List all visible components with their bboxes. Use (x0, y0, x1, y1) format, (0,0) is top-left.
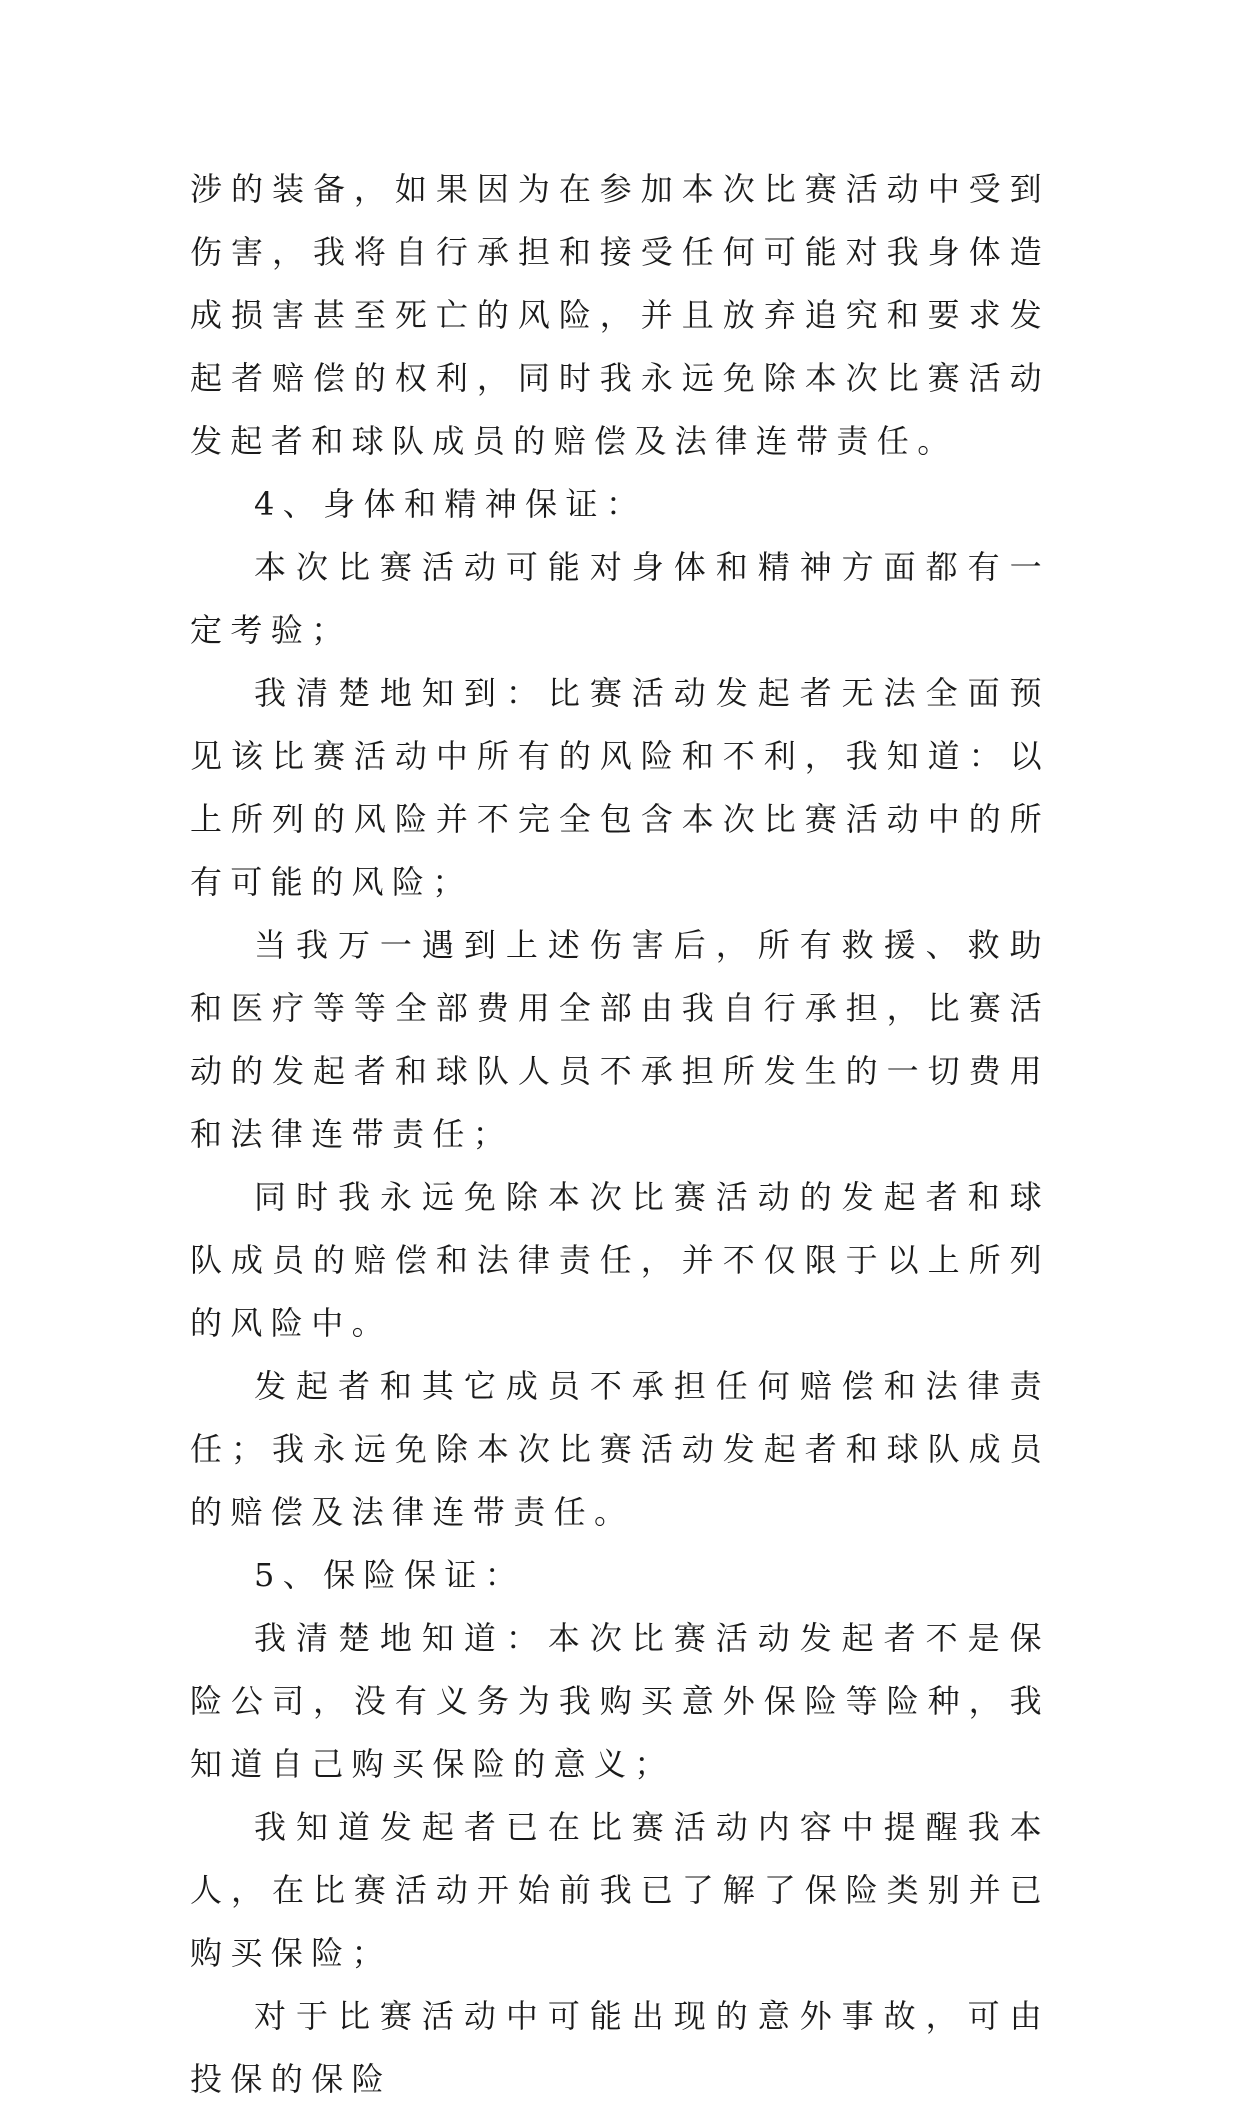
heading-physical-mental-guarantee: 4、身体和精神保证： (254, 485, 647, 523)
paragraph-unforeseen-risks: 我清楚地知到：比赛活动发起者无法全面预见该比赛活动中所有的风险和不利，我知道：以上所列的风险并不完全包含本次比赛活动中的所有可能的风险； (190, 674, 1050, 901)
paragraph-equipment-risk: 涉的装备，如果因为在参加本次比赛活动中受到伤害，我将自行承担和接受任何可能对我身体造成损害甚至死亡的风险，并且放弃追究和要求发起者赔偿的权利，同时我永远免除本次比赛活动发起者和球队成员的赔偿及法律连带责任。 (190, 170, 1050, 460)
heading-insurance-guarantee: 5、保险保证： (254, 1556, 526, 1594)
paragraph-physical-mental-test: 本次比赛活动可能对身体和精神方面都有一定考验； (190, 548, 1050, 649)
paragraph-no-compensation: 发起者和其它成员不承担任何赔偿和法律责任；我永远免除本次比赛活动发起者和球队成员的赔偿及法律连带责任。 (190, 1367, 1050, 1531)
paragraph-accident-insurance: 对于比赛活动中可能出现的意外事故，可由投保的保险 (190, 1997, 1050, 2098)
paragraph-rescue-costs: 当我万一遇到上述伤害后，所有救援、救助和医疗等等全部费用全部由我自行承担，比赛活动的发起者和球队人员不承担所发生的一切费用和法律连带责任； (190, 926, 1050, 1153)
paragraph-insurance-reminder: 我知道发起者已在比赛活动内容中提醒我本人，在比赛活动开始前我已了解了保险类别并已购买保险； (190, 1808, 1050, 1972)
document-body (190, 158, 1050, 2111)
paragraph-liability-waiver: 同时我永远免除本次比赛活动的发起者和球队成员的赔偿和法律责任，并不仅限于以上所列的风险中。 (190, 1178, 1050, 1342)
paragraph-not-insurer: 我清楚地知道：本次比赛活动发起者不是保险公司，没有义务为我购买意外保险等险种，我知道自己购买保险的意义； (190, 1619, 1050, 1783)
